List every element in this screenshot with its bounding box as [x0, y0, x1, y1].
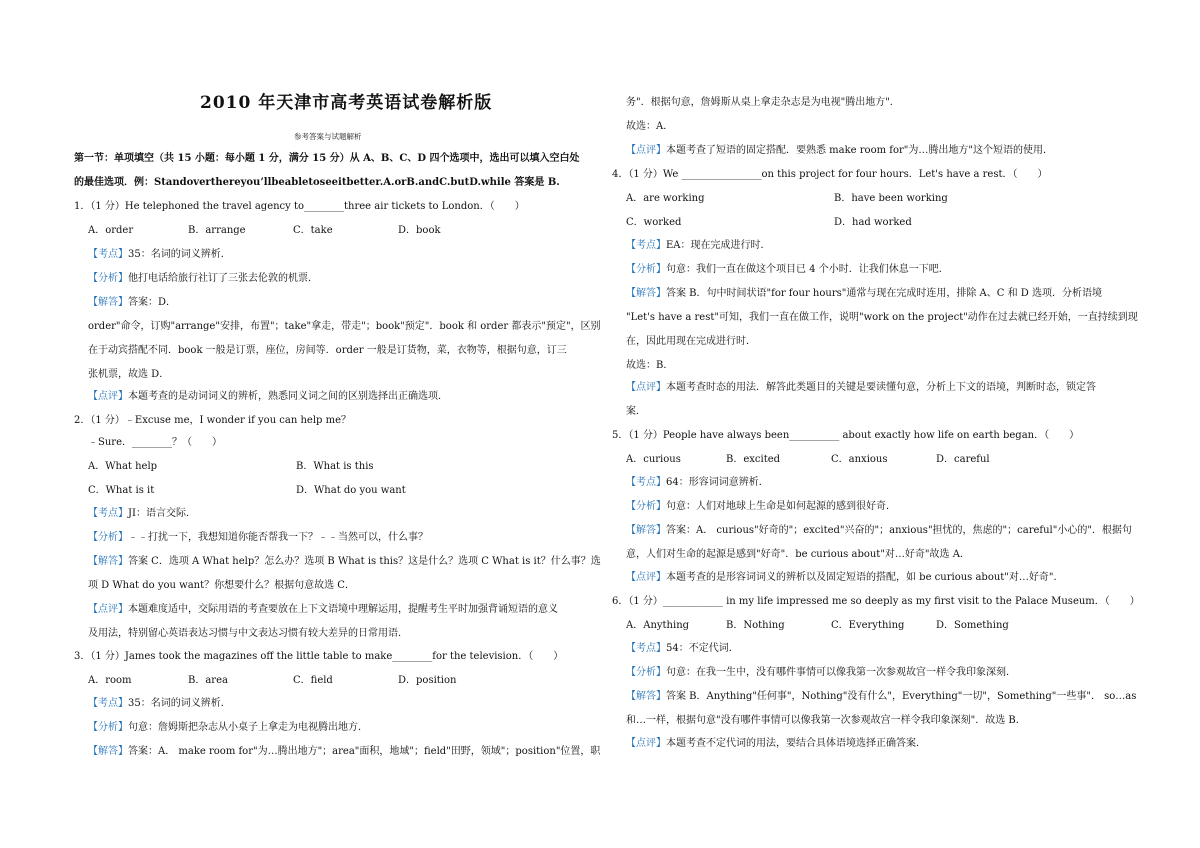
q4-dianping [626, 381, 1096, 395]
q3-stem: 3．（1 分）James took the magazines off the little table to make________for the television．（ ） [74, 651, 564, 662]
q5-jieda-line2: 意，人们对生命的起源是感到"好奇"．be curious about"对…好奇"故选 A． [626, 549, 970, 560]
q6-stem: 6．（1 分）____________ in my life impressed me so deeply as my first visit to the Palace Museum．（ ） [612, 596, 1140, 607]
q4-jieda-text: 答案 B．句中时间状语"for four hours"通常与现在完成时连用，排除 A、C 和 D 选项．分析语境 [666, 288, 1102, 299]
fenxi-tag: 【分析】 [626, 264, 666, 275]
q5-option-b: B．excited [726, 454, 781, 465]
jieda-tag: 【解答】 [626, 525, 666, 536]
q3-kaodian [88, 697, 231, 711]
q2-options-row1 [88, 460, 374, 474]
q5-fenxi [626, 500, 896, 514]
q1-fenxi-text: 他打电话给旅行社订了三张去伦敦的机票． [128, 273, 318, 284]
q1-body-line2: 在于动宾搭配不同．book 一般是订票，座位，房间等．order 一般是订货物，菜，衣物等，根据句意，订三 [88, 345, 567, 356]
section-instruction-line1: 第一节：单项填空（共 15 小题：每小题 1 分，满分 15 分）从 A、B、C、D 四个选项中，选出可以填入空白处 [74, 153, 580, 164]
q5-jieda [626, 524, 1132, 538]
q3-fenxi-text: 句意：詹姆斯把杂志从小桌子上拿走为电视腾出地方． [128, 722, 368, 733]
q2-option-d: D．What do you want [296, 485, 406, 496]
q3-kaodian-text: 35：名词的词义辨析． [128, 698, 231, 709]
q1-body-line1: order"命令，订购"arrange"安排，布置"；take"拿走，带走"；book"预定"．book 和 order 都表示"预定"，区别 [88, 321, 601, 332]
q1-kaodian-text: 35：名词的词义辨析． [128, 249, 231, 260]
q1-kaodian [88, 248, 231, 262]
kaodian-tag: 【考点】 [626, 643, 666, 654]
q4-stem: 4．（1 分）We ________________on this project for four hours．Let's have a rest．（ ） [612, 169, 1048, 180]
q5-options [626, 453, 990, 467]
q6-options [626, 619, 1009, 633]
kaodian-tag: 【考点】 [88, 508, 128, 519]
jieda-tag: 【解答】 [626, 691, 666, 702]
q4-option-d: D．had worked [834, 217, 912, 228]
q2-fenxi-text: ﹣﹣打扰一下，我想知道你能否帮我一下？﹣﹣当然可以，什么事？ [128, 532, 428, 543]
q5-kaodian-text: 64：形容词词意辨析． [666, 477, 769, 488]
q3-option-a: A．room [88, 675, 132, 686]
q2-jieda-text: 答案 C．选项 A What help？怎么办？选项 B What is this？这是什么？选项 C What is it？什么事？选 [128, 556, 601, 567]
q1-body-line3: 张机票，故选 D． [88, 369, 170, 380]
q4-jieda [626, 287, 1102, 301]
q3-dianping [626, 144, 1053, 158]
q6-kaodian-text: 54：不定代词． [666, 643, 739, 654]
section-instruction-line2: 的最佳选项．例：Standoverthereyou’llbeabletoseeitbetter.A.orB.andC.butD.while 答案是 B. [74, 177, 560, 188]
q5-kaodian [626, 476, 769, 490]
jieda-tag: 【解答】 [88, 746, 128, 757]
kaodian-tag: 【考点】 [626, 240, 666, 251]
q2-option-c: C．What is it [88, 485, 155, 496]
kaodian-tag: 【考点】 [626, 477, 666, 488]
q2-stem: 2．（1 分）﹣Excuse me，I wonder if you can help me？ [74, 415, 352, 426]
q1-option-d: D．book [398, 225, 441, 236]
q2-fenxi [88, 531, 428, 545]
q6-fenxi [626, 666, 1016, 680]
q4-options-row1 [626, 192, 948, 206]
q3-jieda [88, 745, 600, 759]
q2-kaodian [88, 507, 196, 521]
q4-dianping-text: 本题考查时态的用法．解答此类题目的关键是要读懂句意，分析上下文的语境，判断时态，锁定答 [666, 382, 1096, 393]
q4-fenxi-text: 句意：我们一直在做这个项目已 4 个小时．让我们休息一下吧． [666, 264, 949, 275]
q2-dianping [88, 603, 558, 617]
q6-fenxi-text: 句意：在我一生中，没有哪件事情可以像我第一次参观故宫一样令我印象深刻． [666, 667, 1016, 678]
q5-stem: 5．（1 分）People have always been__________ about exactly how life on earth began．（ ） [612, 430, 1080, 441]
q6-option-a: A．Anything [626, 620, 690, 631]
q3-option-c: C．field [293, 675, 333, 686]
fenxi-tag: 【分析】 [88, 722, 128, 733]
q2-dianping-text: 本题难度适中，交际用语的考查要放在上下文语境中理解运用，提醒考生平时加强背诵短语的意义 [128, 604, 558, 615]
q2-option-b: B．What is this [296, 461, 374, 472]
q2-jieda-line2: 项 D What do you want？你想要什么？根据句意故选 C． [88, 580, 355, 591]
dianping-tag: 【点评】 [626, 572, 666, 583]
q2-kaodian-text: JI：语言交际． [128, 508, 196, 519]
q2-jieda [88, 555, 601, 569]
q1-fenxi [88, 272, 318, 286]
q2-options-row2 [88, 484, 406, 498]
q6-jieda [626, 690, 1136, 704]
q1-option-b: B．arrange [188, 225, 246, 236]
dianping-tag: 【点评】 [626, 382, 666, 393]
q6-option-d: D．Something [936, 620, 1009, 631]
jieda-tag: 【解答】 [626, 288, 666, 299]
dianping-tag: 【点评】 [626, 738, 666, 749]
q2-stem-line2: ﹣Sure．________？（ ） [88, 437, 222, 448]
q1-options [88, 224, 441, 238]
q3-fenxi [88, 721, 368, 735]
page-subtitle: 参考答案与试题解析 [294, 132, 362, 141]
q3-option-d: D．position [398, 675, 457, 686]
q3-dianping-text: 本题考查了短语的固定搭配．要熟悉 make room for"为…腾出地方"这个短语的使用． [666, 145, 1053, 156]
q2-option-a: A．What help [88, 461, 158, 472]
q3-jieda-text: 答案：A． make room for"为…腾出地方"；area"面积，地域"；field"田野，领域"；position"位置，职 [128, 746, 601, 757]
q1-stem: 1．（1 分）He telephoned the travel agency to________three air tickets to London．（ ） [74, 201, 525, 212]
q2-dianping-line2: 及用法，特别留心英语表达习惯与中文表达习惯有较大差异的日常用语． [88, 628, 408, 639]
q3-cont-line2: 故选：A． [626, 121, 674, 132]
q5-option-a: A．curious [626, 454, 681, 465]
q5-jieda-text: 答案：A． curious"好奇的"；excited"兴奋的"；anxious"担忧的，焦虑的"；careful"小心的"．根据句 [666, 525, 1132, 536]
dianping-tag: 【点评】 [88, 604, 128, 615]
q1-jieda-text: 答案：D． [128, 297, 177, 308]
q6-jieda-line2: 和…一样，根据句意"没有哪件事情可以像我第一次参观故宫一样令我印象深刻"．故选 B． [626, 715, 1026, 726]
fenxi-tag: 【分析】 [626, 501, 666, 512]
q1-jieda [88, 296, 176, 310]
q1-option-a: A．order [88, 225, 134, 236]
q4-options-row2 [626, 216, 912, 230]
q5-option-c: C．anxious [831, 454, 888, 465]
fenxi-tag: 【分析】 [88, 273, 128, 284]
q4-jieda-line4: 故选：B． [626, 360, 674, 371]
q5-dianping [626, 571, 1064, 585]
q4-option-a: A．are working [626, 193, 705, 204]
q4-kaodian-text: EA：现在完成进行时． [666, 240, 771, 251]
q6-dianping-text: 本题考查不定代词的用法，要结合具体语境选择正确答案． [666, 738, 926, 749]
q3-cont-line1: 务"．根据句意，詹姆斯从桌上拿走杂志是为电视"腾出地方"． [626, 97, 900, 108]
q1-dianping-text: 本题考查的是动词词义的辨析，熟悉同义词之间的区别选择出正确选项． [128, 391, 448, 402]
q4-jieda-line3: 在，因此用现在完成进行时． [626, 336, 756, 347]
kaodian-tag: 【考点】 [88, 698, 128, 709]
dianping-tag: 【点评】 [626, 145, 666, 156]
kaodian-tag: 【考点】 [88, 249, 128, 260]
q6-jieda-text: 答案 B．Anything"任何事"，Nothing"没有什么"，Everything"一切"，Something"一些事"． so…as [666, 691, 1137, 702]
q4-option-b: B．have been working [834, 193, 948, 204]
q6-option-b: B．Nothing [726, 620, 785, 631]
q3-options [88, 674, 456, 688]
q1-dianping [88, 390, 448, 404]
dianping-tag: 【点评】 [88, 391, 128, 402]
q6-kaodian [626, 642, 739, 656]
q5-option-d: D．careful [936, 454, 990, 465]
q3-option-b: B．area [188, 675, 228, 686]
q4-dianping-line2: 案． [626, 406, 646, 417]
jieda-tag: 【解答】 [88, 556, 128, 567]
q6-option-c: C．Everything [831, 620, 905, 631]
page-title: 2010 年天津市高考英语试卷解析版 [200, 93, 493, 113]
q4-fenxi [626, 263, 949, 277]
q4-option-c: C．worked [626, 217, 682, 228]
fenxi-tag: 【分析】 [626, 667, 666, 678]
q4-kaodian [626, 239, 771, 253]
q5-fenxi-text: 句意：人们对地球上生命是如何起源的感到很好奇． [666, 501, 896, 512]
q4-jieda-line2: "Let's have a rest"可知，我们一直在做工作，说明"work on the project"动作在过去就已经开始，一直持续到现 [626, 312, 1138, 323]
q1-option-c: C．take [293, 225, 333, 236]
jieda-tag: 【解答】 [88, 297, 128, 308]
q6-dianping [626, 737, 926, 751]
q5-dianping-text: 本题考查的是形容词词义的辨析以及固定短语的搭配，如 be curious about"对…好奇"． [666, 572, 1064, 583]
fenxi-tag: 【分析】 [88, 532, 128, 543]
